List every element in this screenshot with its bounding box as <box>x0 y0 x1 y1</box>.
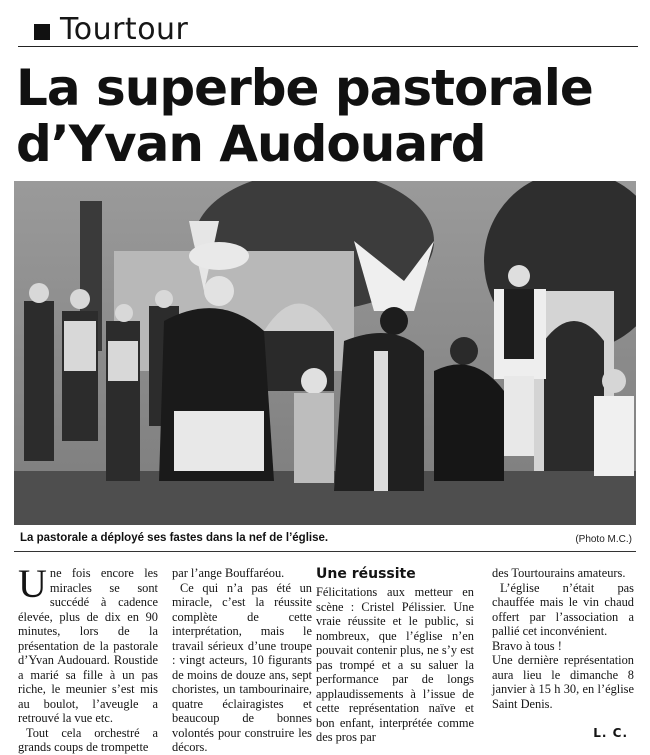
paragraph: Félicitations aux metteur en scène : Cristel Pélissier. Une vraie réussite et le public, si nombreux, que l’église n’en pouvait contenir plus, ne s’y est pas trompé et a su saluer la performance par de longs applaudissements à l’issue de cette représentation naïve et bon enfant, interprétée comme des pros par <box>316 585 474 744</box>
article-photo <box>14 181 636 525</box>
photo-caption-bar <box>14 525 636 552</box>
photo-credit: (Photo M.C.) <box>575 534 632 545</box>
paragraph: L’église n’était pas chauffée mais le vin chaud offert par l’association a pallié cet inconvénient. <box>492 580 634 638</box>
paragraph: Bravo à tous ! <box>492 638 562 653</box>
paragraph: Une dernière représentation aura lieu le dimanche 8 janvier à 15 h 30, en l’église Saint Denis. <box>492 653 634 711</box>
section-rubric <box>18 8 638 47</box>
lead-paragraph <box>18 561 158 726</box>
paragraph-text: ne fois encore les miracles se sont succédé à cadence élevée, plus de dix en 90 minutes, lors de la présentation de la pastorale d’Yvan Audouard. Roustide a marié sa fille à un pas riche, le meunier s’est mis au boulot, l’aveugle a retrouvé la vue etc. <box>18 566 158 725</box>
article-column-1 <box>18 561 158 755</box>
paragraph: par l’ange Bouffaréou. <box>172 566 285 580</box>
photo-caption: La pastorale a déployé ses fastes dans la nef de l’église. <box>20 532 329 544</box>
pastorale-photo-illustration <box>14 181 636 525</box>
article-column-4 <box>492 566 634 711</box>
paragraph: des Tourtourains amateurs. <box>492 566 626 580</box>
square-bullet-icon <box>34 24 50 40</box>
section-title: Tourtour <box>60 12 189 47</box>
headline-line-1: La superbe pastorale <box>16 59 593 117</box>
paragraph: Tout cela orchestré a grands coups de trompette <box>18 725 158 754</box>
author-signature: L. C. <box>593 726 628 740</box>
article-column-2 <box>172 566 312 755</box>
article-column-3 <box>316 566 474 745</box>
headline <box>16 60 646 172</box>
paragraph: Ce qui n’a pas été un miracle, c’est la réussite complète de cette interprétation, mais le travail sérieux d’une troupe : vingt acteurs, 10 figurants de moins de douze ans, sept choristes, un tambourinaire, quatre éclairagistes et beaucoup de bonnes volontés pour construire les décors. <box>172 580 312 754</box>
headline-line-2: d’Yvan Audouard <box>16 115 486 173</box>
subheading: Une réussite <box>316 566 416 582</box>
drop-cap: U <box>18 561 47 606</box>
